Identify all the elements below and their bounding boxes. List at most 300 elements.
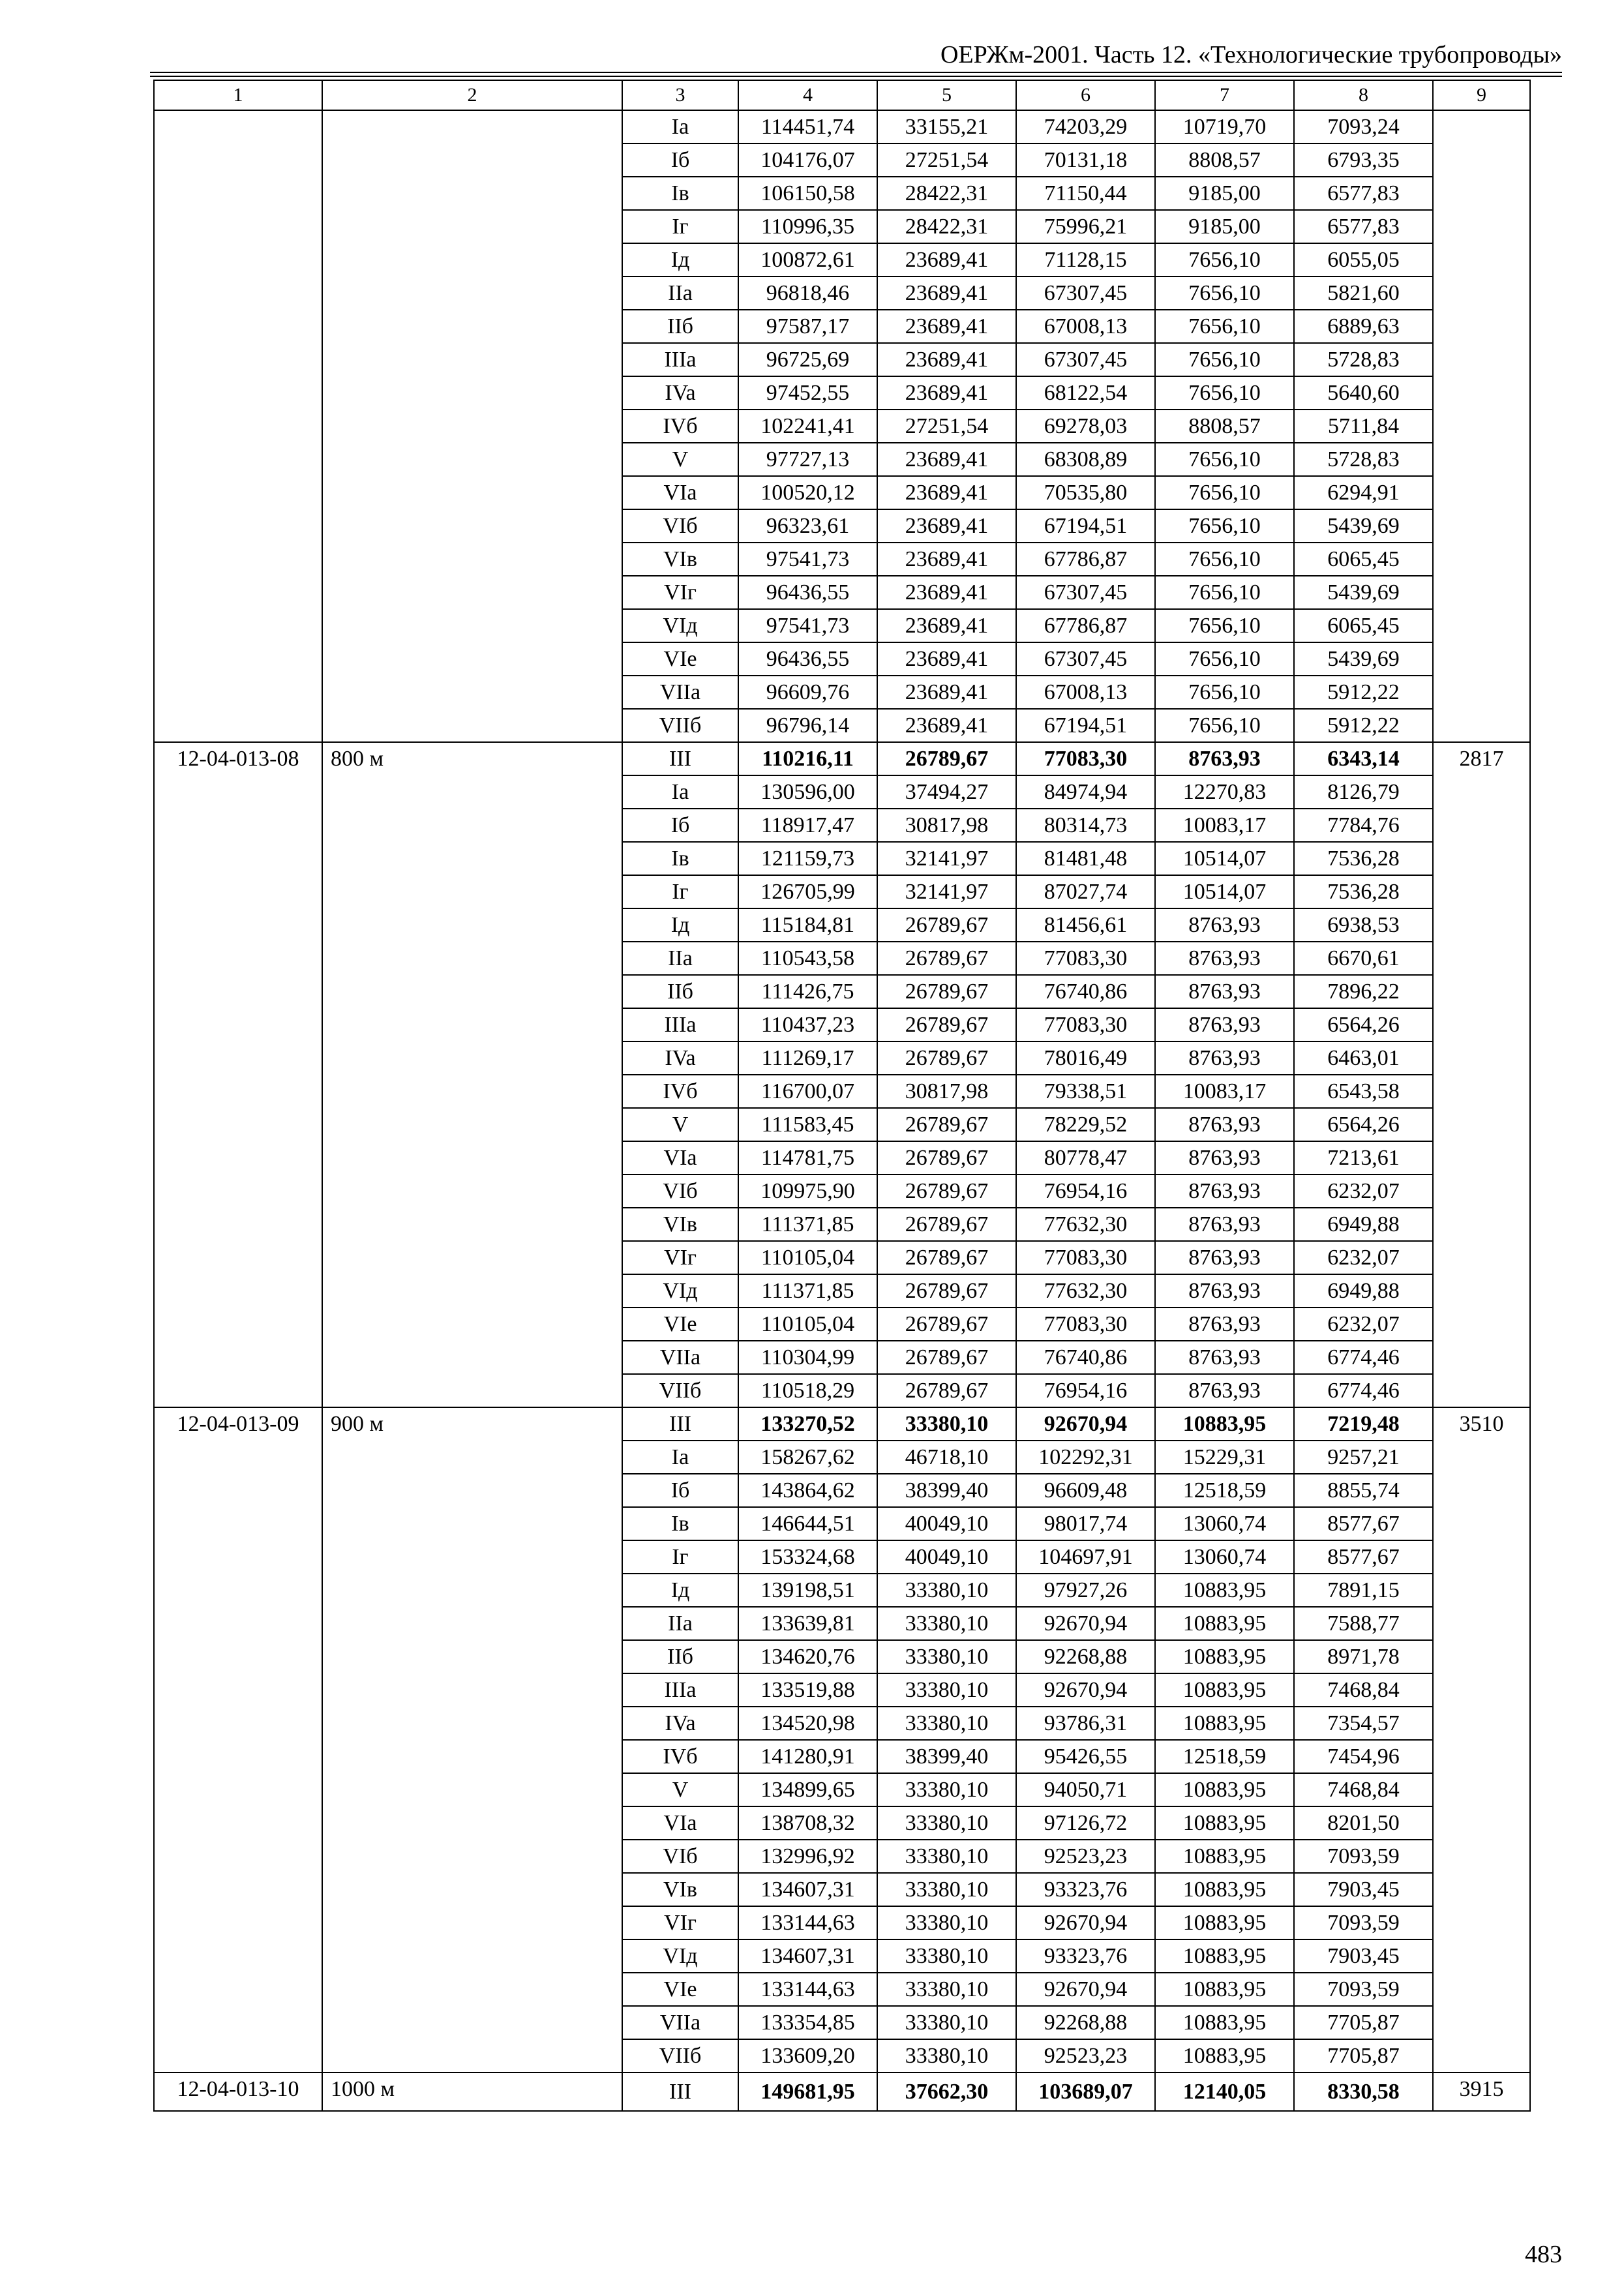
value-cell: 97452,55	[738, 376, 877, 410]
value-cell: 132996,92	[738, 1840, 877, 1873]
value-cell: 67194,51	[1016, 709, 1155, 742]
value-cell: 23689,41	[877, 343, 1016, 376]
value-cell: 23689,41	[877, 676, 1016, 709]
value-cell: 10883,95	[1155, 1973, 1294, 2006]
value-cell: 133144,63	[738, 1973, 877, 2006]
value-cell: 7093,59	[1294, 1973, 1433, 2006]
zone-cell: IVa	[622, 376, 738, 410]
value-cell: 10883,95	[1155, 1407, 1294, 1441]
value-cell: 114781,75	[738, 1141, 877, 1174]
value-cell: 67194,51	[1016, 509, 1155, 543]
zone-cell: Iб	[622, 143, 738, 177]
value-cell: 8808,57	[1155, 410, 1294, 443]
zone-cell: VIe	[622, 1973, 738, 2006]
zone-cell: Iд	[622, 243, 738, 277]
value-cell: 23689,41	[877, 310, 1016, 343]
value-cell: 134899,65	[738, 1773, 877, 1806]
zone-cell: VIд	[622, 609, 738, 642]
value-cell: 67307,45	[1016, 343, 1155, 376]
zone-cell: VIIa	[622, 2006, 738, 2039]
value-cell: 8763,93	[1155, 1374, 1294, 1407]
value-cell: 92523,23	[1016, 1840, 1155, 1873]
value-cell: 33380,10	[877, 1574, 1016, 1607]
value-cell: 33380,10	[877, 1840, 1016, 1873]
value-cell: 8971,78	[1294, 1640, 1433, 1673]
zone-cell: IVa	[622, 1041, 738, 1075]
zone-cell: IIб	[622, 975, 738, 1008]
reference-cell: 2817	[1433, 742, 1530, 1407]
value-cell: 7093,59	[1294, 1906, 1433, 1939]
value-cell: 12518,59	[1155, 1740, 1294, 1773]
value-cell: 10883,95	[1155, 1673, 1294, 1707]
zone-cell: VIa	[622, 476, 738, 509]
value-cell: 10083,17	[1155, 1075, 1294, 1108]
value-cell: 139198,51	[738, 1574, 877, 1607]
value-cell: 8763,93	[1155, 1174, 1294, 1208]
zone-cell: VIIa	[622, 1341, 738, 1374]
value-cell: 33380,10	[877, 1773, 1016, 1806]
value-cell: 77083,30	[1016, 742, 1155, 775]
value-cell: 23689,41	[877, 642, 1016, 676]
value-cell: 12270,83	[1155, 775, 1294, 809]
value-cell: 8763,93	[1155, 1341, 1294, 1374]
value-cell: 116700,07	[738, 1075, 877, 1108]
zone-cell: Ia	[622, 775, 738, 809]
value-cell: 23689,41	[877, 709, 1016, 742]
value-cell: 26789,67	[877, 1141, 1016, 1174]
value-cell: 100872,61	[738, 243, 877, 277]
value-cell: 96818,46	[738, 277, 877, 310]
value-cell: 6343,14	[1294, 742, 1433, 775]
value-cell: 6463,01	[1294, 1041, 1433, 1075]
value-cell: 134520,98	[738, 1707, 877, 1740]
value-cell: 40049,10	[877, 1507, 1016, 1540]
value-cell: 23689,41	[877, 243, 1016, 277]
value-cell: 92670,94	[1016, 1673, 1155, 1707]
value-cell: 7656,10	[1155, 443, 1294, 476]
value-cell: 111583,45	[738, 1108, 877, 1141]
value-cell: 6949,88	[1294, 1274, 1433, 1308]
value-cell: 26789,67	[877, 1341, 1016, 1374]
value-cell: 7784,76	[1294, 809, 1433, 842]
value-cell: 7468,84	[1294, 1673, 1433, 1707]
value-cell: 10883,95	[1155, 1906, 1294, 1939]
value-cell: 84974,94	[1016, 775, 1155, 809]
value-cell: 5912,22	[1294, 676, 1433, 709]
value-cell: 5728,83	[1294, 443, 1433, 476]
value-cell: 8763,93	[1155, 908, 1294, 942]
value-cell: 28422,31	[877, 177, 1016, 210]
zone-cell: VIг	[622, 576, 738, 609]
zone-cell: VIб	[622, 1840, 738, 1873]
value-cell: 77083,30	[1016, 1008, 1155, 1041]
value-cell: 26789,67	[877, 1374, 1016, 1407]
value-cell: 7896,22	[1294, 975, 1433, 1008]
value-cell: 33380,10	[877, 1973, 1016, 2006]
value-cell: 7656,10	[1155, 609, 1294, 642]
rate-name-cell	[322, 110, 622, 742]
value-cell: 8577,67	[1294, 1507, 1433, 1540]
value-cell: 102292,31	[1016, 1441, 1155, 1474]
zone-cell: Iв	[622, 1507, 738, 1540]
value-cell: 81481,48	[1016, 842, 1155, 875]
zone-cell: IVa	[622, 1707, 738, 1740]
value-cell: 8808,57	[1155, 143, 1294, 177]
value-cell: 68308,89	[1016, 443, 1155, 476]
value-cell: 8201,50	[1294, 1806, 1433, 1840]
value-cell: 30817,98	[877, 809, 1016, 842]
value-cell: 10883,95	[1155, 1773, 1294, 1806]
value-cell: 33380,10	[877, 2006, 1016, 2039]
value-cell: 40049,10	[877, 1540, 1016, 1574]
value-cell: 26789,67	[877, 1241, 1016, 1274]
value-cell: 33380,10	[877, 1673, 1016, 1707]
value-cell: 26789,67	[877, 1308, 1016, 1341]
value-cell: 96436,55	[738, 642, 877, 676]
zone-cell: Ia	[622, 1441, 738, 1474]
zone-cell: Iг	[622, 875, 738, 908]
value-cell: 6938,53	[1294, 908, 1433, 942]
value-cell: 67307,45	[1016, 642, 1155, 676]
value-cell: 7588,77	[1294, 1607, 1433, 1640]
value-cell: 7656,10	[1155, 343, 1294, 376]
value-cell: 5640,60	[1294, 376, 1433, 410]
value-cell: 7656,10	[1155, 543, 1294, 576]
column-number: 3	[622, 80, 738, 110]
value-cell: 92670,94	[1016, 1607, 1155, 1640]
value-cell: 96609,76	[738, 676, 877, 709]
value-cell: 110543,58	[738, 942, 877, 975]
zone-cell: IIa	[622, 277, 738, 310]
zone-cell: Iб	[622, 1474, 738, 1507]
value-cell: 6232,07	[1294, 1174, 1433, 1208]
value-cell: 33380,10	[877, 1707, 1016, 1740]
zone-cell: VIд	[622, 1939, 738, 1973]
value-cell: 92670,94	[1016, 1906, 1155, 1939]
zone-cell: III	[622, 2072, 738, 2111]
value-cell: 109975,90	[738, 1174, 877, 1208]
zone-cell: IIб	[622, 1640, 738, 1673]
value-cell: 6294,91	[1294, 476, 1433, 509]
value-cell: 118917,47	[738, 809, 877, 842]
value-cell: 46718,10	[877, 1441, 1016, 1474]
value-cell: 153324,68	[738, 1540, 877, 1574]
value-cell: 7656,10	[1155, 576, 1294, 609]
value-cell: 6564,26	[1294, 1108, 1433, 1141]
table-row	[154, 2072, 1530, 2111]
zone-cell: VIб	[622, 509, 738, 543]
value-cell: 96323,61	[738, 509, 877, 543]
zone-cell: IIa	[622, 942, 738, 975]
value-cell: 133270,52	[738, 1407, 877, 1441]
zone-cell: VIг	[622, 1241, 738, 1274]
value-cell: 70535,80	[1016, 476, 1155, 509]
value-cell: 6232,07	[1294, 1308, 1433, 1341]
value-cell: 10514,07	[1155, 842, 1294, 875]
value-cell: 92670,94	[1016, 1973, 1155, 2006]
value-cell: 7213,61	[1294, 1141, 1433, 1174]
header-rule-bottom	[150, 76, 1562, 77]
table-row	[154, 1407, 1530, 1441]
value-cell: 77083,30	[1016, 1241, 1155, 1274]
zone-cell: VIIб	[622, 709, 738, 742]
value-cell: 96796,14	[738, 709, 877, 742]
zone-cell: III	[622, 1407, 738, 1441]
value-cell: 93323,76	[1016, 1873, 1155, 1906]
value-cell: 133639,81	[738, 1607, 877, 1640]
zone-cell: IVб	[622, 1075, 738, 1108]
value-cell: 33155,21	[877, 110, 1016, 143]
value-cell: 110996,35	[738, 210, 877, 243]
value-cell: 70131,18	[1016, 143, 1155, 177]
value-cell: 5821,60	[1294, 277, 1433, 310]
value-cell: 97727,13	[738, 443, 877, 476]
value-cell: 6774,46	[1294, 1374, 1433, 1407]
value-cell: 10883,95	[1155, 1574, 1294, 1607]
value-cell: 6774,46	[1294, 1341, 1433, 1374]
zone-cell: VIIa	[622, 676, 738, 709]
value-cell: 6055,05	[1294, 243, 1433, 277]
value-cell: 77083,30	[1016, 1308, 1155, 1341]
zone-cell: Iв	[622, 842, 738, 875]
value-cell: 79338,51	[1016, 1075, 1155, 1108]
value-cell: 38399,40	[877, 1740, 1016, 1773]
value-cell: 9185,00	[1155, 210, 1294, 243]
value-cell: 26789,67	[877, 908, 1016, 942]
column-number-row	[154, 80, 1530, 110]
rate-name-cell: 800 м	[322, 742, 622, 1407]
zone-cell: IVб	[622, 410, 738, 443]
value-cell: 9257,21	[1294, 1441, 1433, 1474]
rate-code-cell: 12-04-013-10	[154, 2072, 322, 2111]
value-cell: 7656,10	[1155, 642, 1294, 676]
value-cell: 6232,07	[1294, 1241, 1433, 1274]
value-cell: 7093,24	[1294, 110, 1433, 143]
value-cell: 126705,99	[738, 875, 877, 908]
value-cell: 7656,10	[1155, 709, 1294, 742]
zone-cell: IIIa	[622, 1673, 738, 1707]
value-cell: 96725,69	[738, 343, 877, 376]
value-cell: 5439,69	[1294, 576, 1433, 609]
value-cell: 33380,10	[877, 1407, 1016, 1441]
value-cell: 97541,73	[738, 609, 877, 642]
value-cell: 5912,22	[1294, 709, 1433, 742]
value-cell: 10083,17	[1155, 809, 1294, 842]
value-cell: 7656,10	[1155, 476, 1294, 509]
value-cell: 6670,61	[1294, 942, 1433, 975]
value-cell: 12518,59	[1155, 1474, 1294, 1507]
value-cell: 95426,55	[1016, 1740, 1155, 1773]
reference-cell: 3510	[1433, 1407, 1530, 2072]
value-cell: 80314,73	[1016, 809, 1155, 842]
value-cell: 67008,13	[1016, 310, 1155, 343]
value-cell: 5728,83	[1294, 343, 1433, 376]
zone-cell: VIг	[622, 1906, 738, 1939]
value-cell: 33380,10	[877, 1939, 1016, 1973]
column-number: 9	[1433, 80, 1530, 110]
zone-cell: Iг	[622, 210, 738, 243]
zone-cell: V	[622, 443, 738, 476]
value-cell: 134607,31	[738, 1939, 877, 1973]
value-cell: 6577,83	[1294, 210, 1433, 243]
value-cell: 8763,93	[1155, 942, 1294, 975]
table-row	[154, 110, 1530, 143]
value-cell: 67008,13	[1016, 676, 1155, 709]
value-cell: 97126,72	[1016, 1806, 1155, 1840]
value-cell: 7705,87	[1294, 2039, 1433, 2072]
value-cell: 10514,07	[1155, 875, 1294, 908]
zone-cell: V	[622, 1773, 738, 1806]
value-cell: 23689,41	[877, 509, 1016, 543]
value-cell: 75996,21	[1016, 210, 1155, 243]
value-cell: 23689,41	[877, 609, 1016, 642]
value-cell: 106150,58	[738, 177, 877, 210]
value-cell: 143864,62	[738, 1474, 877, 1507]
value-cell: 10883,95	[1155, 1873, 1294, 1906]
value-cell: 76740,86	[1016, 975, 1155, 1008]
zone-cell: V	[622, 1108, 738, 1141]
value-cell: 7468,84	[1294, 1773, 1433, 1806]
value-cell: 26789,67	[877, 1108, 1016, 1141]
value-cell: 10719,70	[1155, 110, 1294, 143]
value-cell: 8763,93	[1155, 742, 1294, 775]
value-cell: 38399,40	[877, 1474, 1016, 1507]
zone-cell: VIIб	[622, 1374, 738, 1407]
rate-code-cell: 12-04-013-09	[154, 1407, 322, 2072]
value-cell: 23689,41	[877, 376, 1016, 410]
value-cell: 7656,10	[1155, 509, 1294, 543]
value-cell: 8763,93	[1155, 1108, 1294, 1141]
value-cell: 76954,16	[1016, 1174, 1155, 1208]
value-cell: 111426,75	[738, 975, 877, 1008]
value-cell: 92523,23	[1016, 2039, 1155, 2072]
value-cell: 27251,54	[877, 410, 1016, 443]
value-cell: 13060,74	[1155, 1507, 1294, 1540]
value-cell: 103689,07	[1016, 2072, 1155, 2111]
zone-cell: VIб	[622, 1174, 738, 1208]
value-cell: 92268,88	[1016, 1640, 1155, 1673]
value-cell: 77632,30	[1016, 1208, 1155, 1241]
value-cell: 7536,28	[1294, 842, 1433, 875]
value-cell: 104697,91	[1016, 1540, 1155, 1574]
value-cell: 78229,52	[1016, 1108, 1155, 1141]
value-cell: 5439,69	[1294, 509, 1433, 543]
value-cell: 32141,97	[877, 842, 1016, 875]
zone-cell: Iв	[622, 177, 738, 210]
column-number: 6	[1016, 80, 1155, 110]
value-cell: 30817,98	[877, 1075, 1016, 1108]
value-cell: 8763,93	[1155, 1141, 1294, 1174]
value-cell: 97587,17	[738, 310, 877, 343]
value-cell: 6065,45	[1294, 609, 1433, 642]
value-cell: 93323,76	[1016, 1939, 1155, 1973]
value-cell: 133354,85	[738, 2006, 877, 2039]
value-cell: 6793,35	[1294, 143, 1433, 177]
value-cell: 26789,67	[877, 1008, 1016, 1041]
value-cell: 8577,67	[1294, 1540, 1433, 1574]
value-cell: 121159,73	[738, 842, 877, 875]
value-cell: 7536,28	[1294, 875, 1433, 908]
value-cell: 111371,85	[738, 1274, 877, 1308]
value-cell: 158267,62	[738, 1441, 877, 1474]
value-cell: 10883,95	[1155, 2039, 1294, 2072]
value-cell: 26789,67	[877, 1174, 1016, 1208]
value-cell: 7656,10	[1155, 376, 1294, 410]
table-row	[154, 742, 1530, 775]
running-header: ОЕРЖм-2001. Часть 12. «Технологические трубопроводы»	[940, 41, 1562, 68]
value-cell: 6889,63	[1294, 310, 1433, 343]
zone-cell: Iг	[622, 1540, 738, 1574]
value-cell: 133609,20	[738, 2039, 877, 2072]
zone-cell: IIIa	[622, 1008, 738, 1041]
value-cell: 115184,81	[738, 908, 877, 942]
rate-name-cell: 900 м	[322, 1407, 622, 2072]
value-cell: 23689,41	[877, 543, 1016, 576]
zone-cell: VIa	[622, 1806, 738, 1840]
value-cell: 104176,07	[738, 143, 877, 177]
value-cell: 23689,41	[877, 277, 1016, 310]
value-cell: 8126,79	[1294, 775, 1433, 809]
value-cell: 67786,87	[1016, 609, 1155, 642]
value-cell: 33380,10	[877, 1806, 1016, 1840]
value-cell: 8763,93	[1155, 1041, 1294, 1075]
value-cell: 23689,41	[877, 476, 1016, 509]
value-cell: 114451,74	[738, 110, 877, 143]
value-cell: 7219,48	[1294, 1407, 1433, 1441]
value-cell: 26789,67	[877, 975, 1016, 1008]
value-cell: 7656,10	[1155, 243, 1294, 277]
value-cell: 6564,26	[1294, 1008, 1433, 1041]
value-cell: 5439,69	[1294, 642, 1433, 676]
value-cell: 141280,91	[738, 1740, 877, 1773]
value-cell: 37494,27	[877, 775, 1016, 809]
value-cell: 80778,47	[1016, 1141, 1155, 1174]
value-cell: 110437,23	[738, 1008, 877, 1041]
value-cell: 67307,45	[1016, 576, 1155, 609]
value-cell: 7656,10	[1155, 310, 1294, 343]
value-cell: 10883,95	[1155, 1640, 1294, 1673]
zone-cell: VIe	[622, 1308, 738, 1341]
value-cell: 92268,88	[1016, 2006, 1155, 2039]
value-cell: 6543,58	[1294, 1075, 1433, 1108]
value-cell: 149681,95	[738, 2072, 877, 2111]
value-cell: 33380,10	[877, 1607, 1016, 1640]
zone-cell: VIa	[622, 1141, 738, 1174]
value-cell: 27251,54	[877, 143, 1016, 177]
value-cell: 7656,10	[1155, 676, 1294, 709]
zone-cell: III	[622, 742, 738, 775]
zone-cell: VIв	[622, 1208, 738, 1241]
value-cell: 110304,99	[738, 1341, 877, 1374]
zone-cell: IIa	[622, 1607, 738, 1640]
zone-cell: Iд	[622, 1574, 738, 1607]
value-cell: 26789,67	[877, 1274, 1016, 1308]
rate-code-cell	[154, 110, 322, 742]
rate-name-cell: 1000 м	[322, 2072, 622, 2111]
rate-code-cell: 12-04-013-08	[154, 742, 322, 1407]
value-cell: 130596,00	[738, 775, 877, 809]
value-cell: 71128,15	[1016, 243, 1155, 277]
value-cell: 68122,54	[1016, 376, 1155, 410]
value-cell: 10883,95	[1155, 1707, 1294, 1740]
value-cell: 77632,30	[1016, 1274, 1155, 1308]
column-number: 8	[1294, 80, 1433, 110]
value-cell: 111269,17	[738, 1041, 877, 1075]
value-cell: 134620,76	[738, 1640, 877, 1673]
zone-cell: Ia	[622, 110, 738, 143]
value-cell: 33380,10	[877, 1640, 1016, 1673]
value-cell: 94050,71	[1016, 1773, 1155, 1806]
